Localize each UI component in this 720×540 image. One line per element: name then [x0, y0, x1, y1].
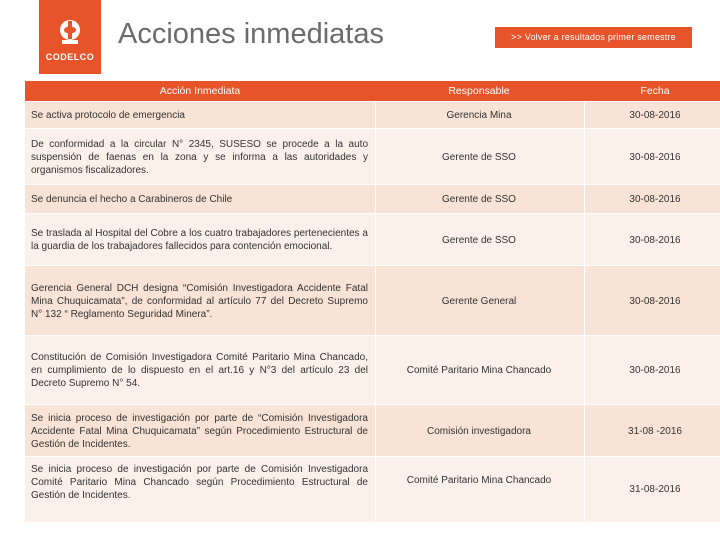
table-row [25, 335, 720, 405]
brand-name: CODELCO [45, 52, 95, 62]
page-title: Acciones inmediatas [118, 18, 384, 50]
accion-cell: Se denuncia el hecho a Carabineros de Chile [31, 194, 233, 205]
table-row [25, 265, 720, 336]
table-row [25, 213, 720, 266]
fecha-cell: 30-08-2016 [629, 151, 681, 163]
responsable-cell: Gerente General [441, 295, 517, 307]
accion-cell: Se inicia proceso de investigación por parte de “Comisión Investigadora Accidente Fatal Mina Chuquicamata” según Procedimiento Estructural de Gestión de Incidentes. [31, 412, 368, 450]
responsable-cell: Comité Paritario Mina Chancado [406, 365, 552, 376]
fecha-cell: 30-08-2016 [629, 365, 681, 376]
header-fecha: Fecha [640, 85, 670, 97]
accion-cell: Se activa protocolo de emergencia [31, 110, 185, 121]
table-row [25, 128, 720, 185]
actions-table [25, 81, 720, 521]
fecha-cell: 30-08-2016 [629, 194, 681, 205]
table-row [25, 456, 720, 522]
codelco-emblem-icon [56, 18, 84, 46]
accion-cell: Se inicia proceso de investigación por parte de Comisión Investigadora Comité Paritario Mina Chancado según Procedimiento Estructural de Gestión de Incidentes. [31, 464, 368, 501]
fecha-cell: 30-08-2016 [629, 295, 681, 307]
table-row [25, 101, 720, 129]
responsable-cell: Gerente de SSO [442, 234, 516, 246]
fecha-cell: 30-08-2016 [629, 110, 681, 121]
responsable-cell: Gerencia Mina [446, 110, 512, 121]
accion-cell: De conformidad a la circular N° 2345, SUSESO se procede a la auto suspensión de faenas en la zona y se informa a las autoridades y organismos fiscalizadores. [31, 138, 368, 176]
table-row [25, 184, 720, 214]
responsable-cell: Gerente de SSO [442, 194, 516, 205]
responsable-cell: Comisión investigadora [427, 425, 531, 437]
responsable-cell: Gerente de SSO [442, 151, 516, 163]
fecha-cell: 30-08-2016 [629, 234, 681, 246]
fecha-cell: 31-08 -2016 [628, 425, 682, 437]
table-row [25, 404, 720, 457]
header-responsable: Responsable [448, 85, 510, 97]
codelco-logo [39, 0, 101, 74]
accion-cell: Se traslada al Hospital del Cobre a los cuatro trabajadores pertenecientes a la guardia de los trabajadores fallecidos para contención emocional. [31, 228, 368, 252]
header-accion: Acción Inmediata [159, 85, 241, 97]
accion-cell: Gerencia General DCH designa “Comisión Investigadora Accidente Fatal Mina Chuquicamata”, de conformidad al artículo 77 del Decreto Supremo N° 132 “ Reglamento Seguridad Minera”. [31, 282, 368, 320]
back-to-results-button[interactable]: >> Volver a resultados primer semestre [495, 27, 692, 48]
responsable-cell: Comité Paritario Mina Chancado [406, 475, 552, 486]
accion-cell: Constitución de Comisión Investigadora Comité Paritario Mina Chancado, en cumplimiento de lo dispuesto en el art.16 y N°3 del artículo 23 del Decreto Supremo N° 54. [31, 352, 368, 389]
fecha-cell: 31-08-2016 [629, 484, 681, 495]
table-header [25, 81, 720, 101]
